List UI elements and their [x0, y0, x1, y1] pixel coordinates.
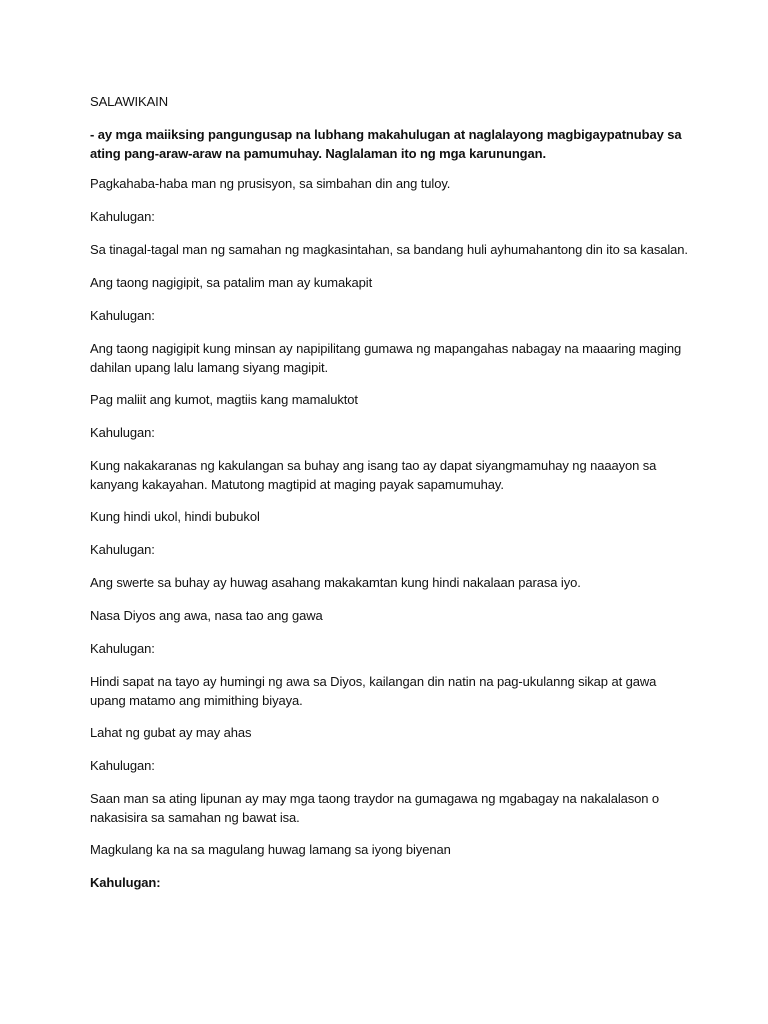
meaning-label-7: Kahulugan:: [90, 875, 161, 890]
proverb-1: Pagkahaba-haba man ng prusisyon, sa simbahan din ang tuloy.: [90, 176, 451, 191]
proverb-4: Kung hindi ukol, hindi bubukol: [90, 509, 260, 524]
meaning-2: Ang taong nagigipit kung minsan ay napipilitang gumawa ng mapangahas nabagay na maaaring maging dahilan upang lalu lamang siyang magipit.: [90, 341, 682, 375]
meaning-6: Saan man sa ating lipunan ay may mga taong traydor na gumagawa ng mgabagay na nakalalason o nakasisira sa samahan ng bawat isa.: [90, 791, 660, 825]
proverb-6: Lahat ng gubat ay may ahas: [90, 725, 252, 740]
meaning-3: Kung nakakaranas ng kakulangan sa buhay ang isang tao ay dapat siyangmamuhay ng naaayon sa kanyang kakayahan. Matutong magtipid at maging payak sapamumuhay.: [90, 458, 657, 492]
meaning-1: Sa tinagal-tagal man ng samahan ng magkasintahan, sa bandang huli ayhumahantong din ito sa kasalan.: [90, 242, 688, 257]
meaning-label-4: Kahulugan:: [90, 542, 155, 557]
meaning-5: Hindi sapat na tayo ay humingi ng awa sa Diyos, kailangan din natin na pag-ukulanng sikap at gawa upang matamo ang mimithing biyaya.: [90, 674, 657, 708]
proverb-3: Pag maliit ang kumot, magtiis kang mamaluktot: [90, 392, 358, 407]
meaning-4: Ang swerte sa buhay ay huwag asahang makakamtan kung hindi nakalaan parasa iyo.: [90, 575, 581, 590]
meaning-label-6: Kahulugan:: [90, 758, 155, 773]
meaning-label-5: Kahulugan:: [90, 641, 155, 656]
proverb-5: Nasa Diyos ang awa, nasa tao ang gawa: [90, 608, 323, 623]
document-page: [90, 92, 690, 906]
document-intro: - ay mga maiiksing pangungusap na lubhang makahulugan at naglalayong magbigaypatnubay sa ating pang-araw-araw na pamumuhay. Naglalaman ito ng mga karunungan.: [90, 127, 682, 161]
meaning-label-2: Kahulugan:: [90, 308, 155, 323]
document-title: SALAWIKAIN: [90, 94, 168, 109]
proverb-7: Magkulang ka na sa magulang huwag lamang sa iyong biyenan: [90, 842, 451, 857]
proverb-2: Ang taong nagigipit, sa patalim man ay kumakapit: [90, 275, 373, 290]
meaning-label-3: Kahulugan:: [90, 425, 155, 440]
meaning-label-1: Kahulugan:: [90, 209, 155, 224]
